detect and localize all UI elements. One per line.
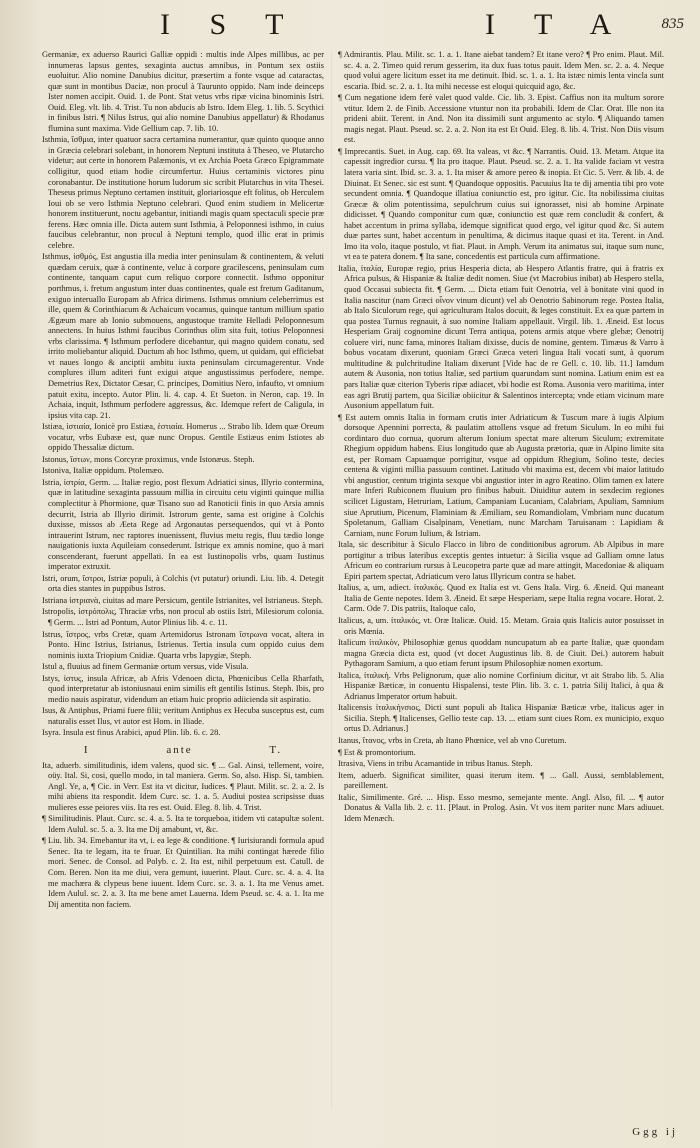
dictionary-entry: ¶ Cum negatione idem ferè valet quod valde. Cic. lib. 3. Epist. Caffius non ita multum sorore vtitur. Idem 2. de Finib. Accessione vtuntur non ita probabili. Idem de Clar. Orat. Ille non ita prideni abiit. Terent. in And. Non ita dissimili sunt argumento ac stylo. ¶ Aliquando tamen magis negat. Plaut. Pseud. sc. 2. a. 2. Non ita est Et Ouid. Eleg. 8. lib. 4. Trist. Non Diis visum est.	[338, 93, 664, 145]
running-head-left: I S T	[160, 8, 300, 41]
dictionary-entry: Istul a, fluuius ad finem Germaniæ ortum versus, vide Visula.	[42, 662, 249, 672]
dictionary-entry: ¶ Liu. lib. 34. Emebantur ita vt, i. ea lege & conditione. ¶ Iurisiurandi formula apud Senec. Ita te legam, ita te fruar. Et Quintilian. Ita mihi contingat hærede filio mori. Senec. de Consol. ad Polyb. c. 2. Ita est, nihil perpetuum est. Catull. de Com. Beren. Non ita me diui, vera gemunt, iuuerint. Plaut. Curc. sc. 4. a. 4. Ita me machæra & clypeus bene iuuent. Idem Curc. sc. 3. a. 1. Ita me Venus amet. Idem Aulul. sc. 2. a. 3. Ita me bene amet Lauerna. Idem Pseud. sc. 4. a. 1. Ita me Dij amentita non faciem.	[42, 836, 324, 909]
dictionary-entry: Istriana ἰστριανὰ, ciuitas ad mare Persicum, gentile Istrianites, vel Istrianeus. Steph.	[42, 595, 324, 605]
dictionary-entry: Ita, aduerb. similitudinis, idem valens, quod sic. ¶ ... Gal. Ainsi, tellement, voire, oüy. Ital. Si, cosi, quello modo, in tal maniera. Germ. So, also. Hisp. Si, tambien. Angl. Ye, a, ¶ Cic. in Verr. Est ita vt dicitur, Iudices. ¶ Plaut. Milit. sc. 2. a. 2. Is mihi abiens ita respondit. Idem Curc. sc. 1. a. 5. Audiui postea scripsisse duas mulieres esse peiores viis. Ita res est. Ouid. Eleg. 8. lib. 4. Trist.	[42, 760, 324, 812]
dictionary-entry: ¶ Admirantis. Plau. Milit. sc. 1. a. 1. Itane aiebat tandem? Et itane vero? ¶ Pro enim. Plaut. Mil. sc. 4. a. 2. Timeo quid rerum gesserim, ita dux fuas totus pauit. Idem Men. sc. 2. a. 4. Neque quod volui agere licitum esset ita me detinuit. Ibid. sc. 1. a. 1. Ita istæc nimis lenta vincla sunt escaria. Ibid. sc. 2. a. 1. Ita mihi necesse est eloqui quicquid ago, &c.	[338, 50, 664, 91]
section-letter: I	[83, 744, 90, 756]
left-column	[42, 50, 324, 1110]
running-head	[40, 8, 688, 46]
dictionary-entry: Italicensis ἰταλικήνσιος, Dicti sunt populi ab Italica Hispaniæ Bæticæ vrbe, italicus ager in Sicilia. Steph. ¶ Italicenses, Gellio teste cap. 13. ... etiam sunt ciues Rom. ex municipio, exquo ortus D. Adrianus.]	[338, 703, 664, 734]
dictionary-entry: ¶ Est & promontorium.	[338, 747, 416, 757]
dictionary-entry: ¶ Similitudinis. Plaut. Curc. sc. 4. a. 5. Ita te torqueboa, itidem vti catapultæ solent. Idem Aulul. sc. 5. a. 3. Ita me Dij amabunt, vt, &c.	[42, 814, 324, 834]
right-column	[338, 50, 664, 1110]
dictionary-entry: Istrus, ἴστρος, vrbs Cretæ, quam Artemidorus Istronam ἴστρωνα vocat, altera in Ponto. Hinc Istrius, Istrianus, Istrienus. Tertia insula cum oppido cuius dem nominis iuxta Triopium Cnidiæ. Quarta vrbs Iapygiæ, Steph.	[42, 629, 324, 660]
signature-mark: Ggg ij	[632, 1126, 678, 1138]
dictionary-entry: Istys, ἰστυς, insula Africæ, ab Afris Vdenoen dicta, Phœnicibus Cella Rharfath, quod interpretatur ab istoniusnaui enim similis eft gentilis Istinus. Steph. Ibis, pro medio nauis aspiratur, videndum an etiam huic proprio adiicienda sit aspiratio.	[42, 673, 324, 704]
page-number: 835	[661, 16, 684, 32]
dictionary-entry: Italica, ἰταλικὴ. Vrbs Pelignorum, quæ alio nomine Corfinium dicitur, vt ait Strabo lib. 5. Alia Hispaniæ Bæticæ, in conuentu Hispalensi, teste Plin. lib. 3. c. 1. patria Silij Italici, à qua & Adrianus Imperator ortum habuit.	[338, 670, 664, 701]
dictionary-entry: Istonus, ἴστων, mons Corcyræ proximus, vnde Istonæus. Steph.	[42, 454, 255, 464]
dictionary-entry: Istiæa, ἱστιαία, Ionicè pro Estiæa, ἑστιαία. Homerus ... Strabo lib. Idem quæ Oreum vocatur, vrbs Eubææ est, quæ nunc Oropus. Gentile Estiæus enim Istiotes ab oppido Thessaliæ dictum.	[42, 422, 324, 453]
dictionary-entry: Italius, a, um, adiect. ἰταλικὸς. Quod ex Italia est vt. Gens Itala. Virg. 6. Æneid. Qui maneant Italia de Gente nepotes. Idem 3. Æneid. Et sæpe Hesperiam, sæpe Italia regna vocare. Horat. 2. Carm. Ode 7. Dis patriis, Italoque calo,	[338, 583, 664, 614]
dictionary-entry: Itala, sic describitur à Siculo Flacco in libro de conditionibus agrorum. Ab Alpibus in mare portigitur a tribus lateribus exceptis gentes intuetur: à Sicilia vsque ad Galliam omne latus Africum eo contrarium rursus à Leucopetra parte quæ ad mare attingit, Macedoniae & aliquam Epiri partem spectat, Adriaticum vero latus Illyricum contra se habet.	[338, 540, 664, 581]
dictionary-entry: Istoniva, Italiæ oppidum. Ptolemæo.	[42, 466, 164, 476]
column-gutter	[331, 50, 332, 1110]
dictionary-entry: Item, aduerb. Significat similiter, quasi iterum item. ¶ ... Gall. Aussi, semblablement, pareillement.	[338, 770, 664, 791]
dictionary-entry: Italicum ἰταλικὸν, Philosophiæ genus quoddam nuncupatum ab ea parte Italiæ, quæ quondam magna Græcia dicta est, quod (vt docet Augustinus lib. 8. de Ciuit. Dei.) autorem habuit Pythagoram Samium, a quo etiam ferunt ipsum Philosophiæ nomen exortum.	[338, 638, 664, 669]
dictionary-entry: Istria, ἰστρία, Germ. ... Italiæ regio, post flexum Adriatici sinus, Illyrio contermina, quæ in latitudine sexaginta passuum millia in circuitu cetu viginti quinque millia complectitur à Phormione, quæ Tisano suo ad Ranoticii finis in quo Arsia amnis decurrit, Istria ab Illyrio dirimit. Istrorum gente, sama est origine à Colchis duxisse, missos ab Æeta Rege ad Argonautas persequendos, qui vt à Ponto intrauerint Istrum, nec raptores inuenissent, fluvius metu regis, fluu tædio longe nauigationis iuxta Aquileiam consederunt. Istrique ex amnis nomine, quo à mari conscenderant, fuerunt appellati. In ea est Iustinopolis vrbs, quam Iustinus imperator extruxit.	[42, 477, 324, 572]
dictionary-entry: Istropolis, ἰστρόπολις, Thraciæ vrbs, non procul ab ostiis Istri, Milesiorum colonia. ¶ Germ. ... Istri ad Pontum, Autor Plinius lib. 4. c. 11.	[42, 607, 324, 627]
running-head-right: I T A	[485, 8, 628, 41]
dictionary-entry: Germaniæ, ex aduerso Raurici Galliæ oppidi : multis inde Alpes millibus, ac per innumeras lapsus gentes, sexaginta auctus amnibus, in Pontum sex ostiis euoluitur. Alio nomine Danubius dicitur, præsertim a fonte vsque ad cataractas, quæ sunt in montibus Daciæ, non procul à Taurunto oppido. Nam inde deinceps Ister nomen accipit. Ouid. 1. de Pont. Stat vetus vrbs ripæ vicina binominis Istri. Ouid. Eleg. vlt. lib. 4. Trist. Tu non abducis ab Istro. Idem Eleg. 1. lib. 5. Scythici in finibus Istri. ¶ Nilus Istrus, qui alio nomine Danubius appellatur) & Rhodanus flumina sunt maxima. Vide Gellium cap. 7. lib. 10.	[42, 50, 324, 133]
dictionary-entry: Itrasiva, Viens in tribu Acamantide in tribus Itanus. Steph.	[338, 759, 533, 769]
dictionary-entry: Isyra. Insula est finus Arabici, apud Plin. lib. 6. c. 28.	[42, 728, 221, 738]
dictionary-entry: Istri, orum, ἴστροι, Istriæ populi, à Colchis (vt putatur) oriundi. Liu. lib. 4. Detegit orta dies stantes in puppibus Istros.	[42, 573, 324, 594]
dictionary-entry: Isthmus, ἰσθμός, Est angustia illa media inter peninsulam & continentem, & veluti quædam ceruix, quæ à continente, veluc à corpore gracilescens, peninsulam cum continente, tanquam caput cum reliquo corpore connectit. Isthmo opponitur porthmus, i. fretum angustum inter duas continentes, quale est fretum Gaditanum, exiguo interuallo Europam ab Africa dirimens. Isthmus omnium celeberrimus est ille, quem & Corinthiacum & Achaicum vocamus, quinque tantum millium spatio Ægæum mare ab Ionio submouens, angustoque tramite Helladi Peloponnesum annectens. In huius Isthmi faucibus Corinthus olim sita fuit, totius Peloponnesi vrbs clarissima. ¶ Isthmum perfodere dicebantur, qui magno quidem conatu, sed irrito moliebantur aliquid. Ductum ab hoc Isthmo, quem, ut quidam, qui efficiebat vt naues longo & anciptii ambitu iuxta peninsulam circumagerentur. Vnde complures illum aditeri funt exigui atque angustissimus perfodere, nempe. Demetrius Rex, Dictator Cæsar, C. principes, Domitius Nero, infaufto, vt omnium patuit exitu, incepto. Autor Plin. li. 4. cap. 4. Et Sueton. in Neron, cap. 19. In Achaia, inquit, Isthmum perfodere aggressus, &c. Idemque refert de Caligula, in ipsius vita cap. 21.	[42, 252, 324, 420]
dictionary-entry: Isthmia, ἴσθμια, inter quatuor sacra certamina numerantur, quæ quinto quoque anno in Græcia celebrari solebant, in honorem Neptuni instituta à Theseo, ve Plutarcho videtur; aut certe in honorem Palæmonis, vt ex Archia Poeta Græco Epigrammate colligitur, quod etiam hodie circumfertur. Huius certaminis victores pinu coronabantur. De institutione horum ludorum sic scribit Plutarchus in vita Thesei. Theseus primus Neptuno certamen instituit, gloriariosque eft folitus, ob Herculem Ioui ob se vero Isthmia Neptuno celebrari. Quod enim studiem in Melicertæ honorem instituerunt, noctu agebantur, initiandi magis quam spectaculi specie præ ferens. Hæc omnia ille. Dicta autem sunt Isthmia, à Peloponnesi isthmo, in cuius faucibus celebrantur, non procul à Neptuni templo, quod illic erat in primis celebre.	[42, 135, 324, 250]
dictionary-entry: Itanus, ἴτανος, vrbs in Creta, ab Itano Phœnice, vel ab vno Curetum.	[338, 736, 567, 745]
section-divider	[42, 745, 324, 756]
dictionary-entry: Isus, & Antiphus, Priami fuere filii; veritum Antiphus ex Hecuba susceptus est, cum naturalis esset Ilus, vt autor est Hom. in Iliade.	[42, 706, 324, 726]
section-ante: ante	[166, 744, 193, 756]
dictionary-entry: Italia, ἰταλία, Europæ regio, prius Hesperia dicta, ab Hespero Atlantis fratre, qui à fratris ex Africa pulsus, & Hispaniæ & Italiæ dedit nomen. Siue (vt Macrobius inibat) ab Hespero stella, quod Occasui subiecta fit. ¶ Germ. ... Dicta etiam fuit Oenotria, vel à bonitate vini quod in Italia nascitur (nam Græci οἶνον vinum dicunt) vel ab Oenotrio Sabinorum rege. Postea Italia, ab Italo Siculorum rege, qui agriculturam Italos docuit, & leges constituit. Ex ea quæ partem in qua postea Turnus regnauit, à suo nomine Italiam appellauit. Virgil. lib. 1. Æneid. Est locus Hesperiam Graij cognomine dicunt Terra antiqua, potens armis atque vbere glebæ; Oenotrij coluere viri, nunc fama, minores Italiam dixisse, ducis de nomine, gentem. Timæus & Varro à bobus vocatam dixerunt, quoniam Græci Græca veteri lingua Itali vocati sunt, à quorum multitudine & pulchritudine Italiam dixerunt [Vide hac de re Gell. c. 10. lib. 11.] Iamdum autem & Ausonia, non totius Italiæ, sed partium quarundam sunt nomina. Latium enim est ea pars Italiæ quæ citerion Tyberis ripæ adiacet, vbi hodie est Roma. Ausonia vero maritima, inter eas agri Brutij partem, qua Siciliæ obiicitur & Salentinos intercepta; vnde etiam vicinum mare Ausonium appellatum fuit.	[338, 263, 664, 411]
section-next-letter: T.	[269, 744, 283, 756]
dictionary-entry: ¶ Est autem omnis Italia in formam crutis inter Adriaticum & Tuscum mare à iugis Alpium dorsoque Apennini porrecta, & paulatim attollens vsque ad fretum Siculum. In eo mihi fui cordintaro duo cornua, quorum alterum Ionium spectat mare alterum Siculum; extremitate Rhegium oppidum habens. Eius longitudo quæ ab Augusta prætoria, quæ in Alpino limite sita est, per Romam Capuamque porrigitur, vsque ad oppidum Rhegium, Solino teste, decies centena & viginti millia passuum continet. Latitudo vbi maxima est, decem vbi maior latitudo vbi angustior, centum triginta sexque vbi angustior inter in agro Reatino. Olim tamen ex latere mare Inferi Rubiconem fluuium pro finibus habuit. Diuiditur autem in sexdecim regiones scilicet Ligustam, Hetruriam, Latium, Campaniam Lucaniam, Calabriam, Apuliam, Samnium siue Aprutium, Picenum, Flaminiam & Æmiliam, seu Romandiolam, Vmbriam nunc ducatum Spoletanum, Galliam Cisalpinam, Venetiam, nunc Marcham Taruisanam : Lapidiam & Carniam, nunc Forum Iulium, & Istriam.	[338, 412, 664, 538]
dictionary-entry: ¶ Imprecantis. Suet. in Aug. cap. 69. Ita valeas, vt &c. ¶ Narrantis. Ouid. 13. Metam. Atque ita capessit ingredior cursu. ¶ Ita pro itaque. Plaut. Pseud. sc. 2. a. 1. Ita valide faciam vt vestra latera varia sint. Ibid. sc. 3. a. 1. Ita miser & amore pereo & inopia. Et Cic. 5. Verr. & lib. 4. de Diuinat. Et Senec. sic est sunt. ¶ Quandoque oppositis. Pacuuius Ita te dij amentia tibi pro vote secundent omnia. ¶ Quandoque illatiua coniunctio est, pro igitur. Cic. Ita nobilissima ciuitas Græcæ & olim potentissima, sepulchrum cuius sui ignorasset, nisi ab homine Arpinate didicisset. ¶ Quando componitur cum quæ, coniunctio est quæ rem concludit & confert, & habet accentum in prima syllaba, idemque significat quod ergo, vel igitur quod &c. Si autem duæ partes sunt, habet accentum in penultima, & dicimus itaque quasi et ita. Terent. in And. Imo ita volo, itaque postulo, vt fiat. Plaut. in Amph. Verum ita animatus sui, itaque sum nunc, vt ea te patera donem. ¶ Ita sane, concedentis est particula cum affirmatione.	[338, 146, 664, 262]
dictionary-entry: Italicus, a, um. ἰταλικός, vt. Oræ Italicæ. Ouid. 15. Metam. Graia quis Italicis autor posuisset in oris Mœnia.	[338, 615, 664, 636]
dictionary-entry: Italic, Similimente. Gré. ... Hisp. Esso mesmo, semejante mente. Angl. Also, fil. ... ¶ autor Donatus & Valla lib. 2. c. 11. [Plaut. in Prolog. Asin. Vt vos item pariter nunc Mars adiuuet. Idem Menæch.	[338, 792, 664, 823]
